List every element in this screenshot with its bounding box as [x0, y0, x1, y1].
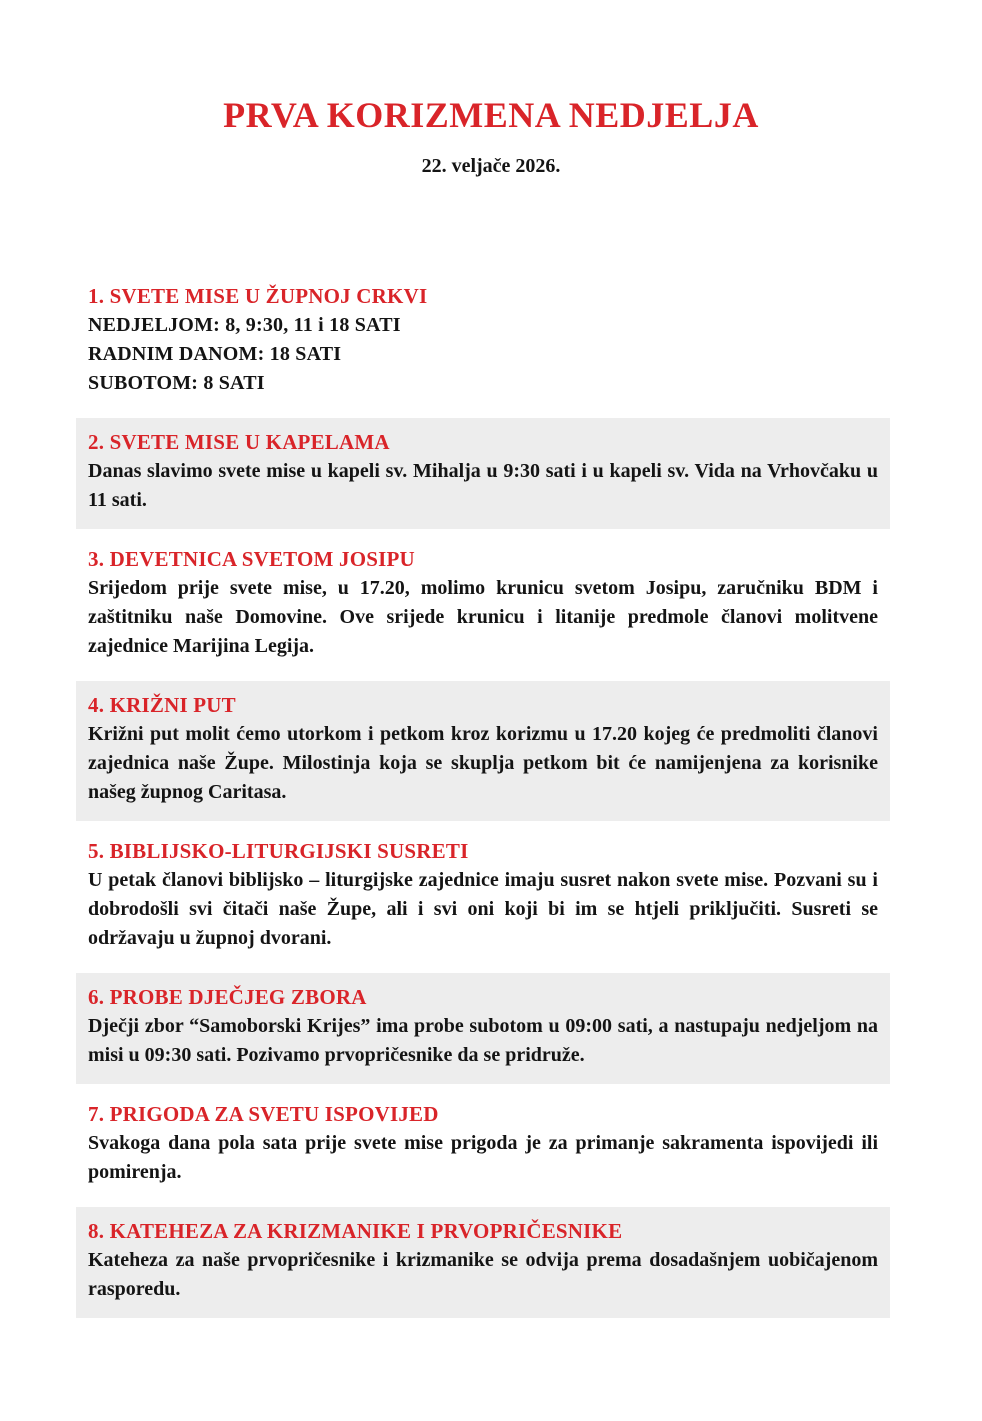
section-body: Križni put molit ćemo utorkom i petkom kroz korizmu u 17.20 kojeg će predmoliti članovi zajednica naše Župe. Milostinja koja se skuplja petkom bit će namijenjena za korisnike našeg župnog Caritasa.	[88, 723, 878, 803]
section-heading: 1. SVETE MISE U ŽUPNOJ CRKVI	[88, 284, 428, 308]
section-heading: 3. DEVETNICA SVETOM JOSIPU	[88, 547, 415, 571]
bulletin-sections	[76, 272, 890, 1318]
section-body: Dječji zbor “Samoborski Krijes” ima probe subotom u 09:00 sati, a nastupaju nedjeljom na misi u 09:30 sati. Pozivamo prvopričesnike da se pridruže.	[88, 1015, 878, 1066]
section-body: Danas slavimo svete mise u kapeli sv. Mihalja u 9:30 sati i u kapeli sv. Vida na Vrhovčaku u 11 sati.	[88, 460, 878, 511]
page-date: 22. veljače 2026.	[421, 155, 561, 177]
section-heading: 6. PROBE DJEČJEG ZBORA	[88, 985, 367, 1009]
page-title: PRVA KORIZMENA NEDJELJA	[223, 95, 759, 135]
section-body: Svakoga dana pola sata prije svete mise prigoda je za primanje sakramenta ispovijedi ili pomirenja.	[88, 1132, 878, 1183]
section-3	[76, 535, 890, 675]
section-8	[76, 1207, 890, 1318]
schedule-line: SUBOTOM: 8 SATI	[88, 372, 265, 394]
section-4	[76, 681, 890, 821]
section-body: Srijedom prije svete mise, u 17.20, molimo krunicu svetom Josipu, zaručniku BDM i zaštitniku naše Domovine. Ove srijede krunicu i litanije predmole članovi molitvene zajednice Marijina Legija.	[88, 577, 878, 657]
section-heading: 5. BIBLIJSKO-LITURGIJSKI SUSRETI	[88, 839, 469, 863]
section-2	[76, 418, 890, 529]
section-7	[76, 1090, 890, 1201]
section-1	[76, 272, 890, 412]
schedule-line: NEDJELJOM: 8, 9:30, 11 i 18 SATI	[88, 314, 401, 336]
schedule-line: RADNIM DANOM: 18 SATI	[88, 343, 342, 365]
section-heading: 8. KATEHEZA ZA KRIZMANIKE I PRVOPRIČESNIKE	[88, 1219, 623, 1243]
section-body: Kateheza za naše prvopričesnike i krizmanike se odvija prema dosadašnjem uobičajenom rasporedu.	[88, 1249, 878, 1300]
section-heading: 4. KRIŽNI PUT	[88, 693, 236, 717]
section-5	[76, 827, 890, 967]
section-heading: 7. PRIGODA ZA SVETU ISPOVIJED	[88, 1102, 439, 1126]
section-6	[76, 973, 890, 1084]
section-body: U petak članovi biblijsko – liturgijske zajednice imaju susret nakon svete mise. Pozvani su i dobrodošli svi čitači naše Župe, ali i svi oni koji bi im se htjeli priključiti. Susreti se održavaju u župnoj dvorani.	[88, 869, 878, 949]
section-heading: 2. SVETE MISE U KAPELAMA	[88, 430, 390, 454]
